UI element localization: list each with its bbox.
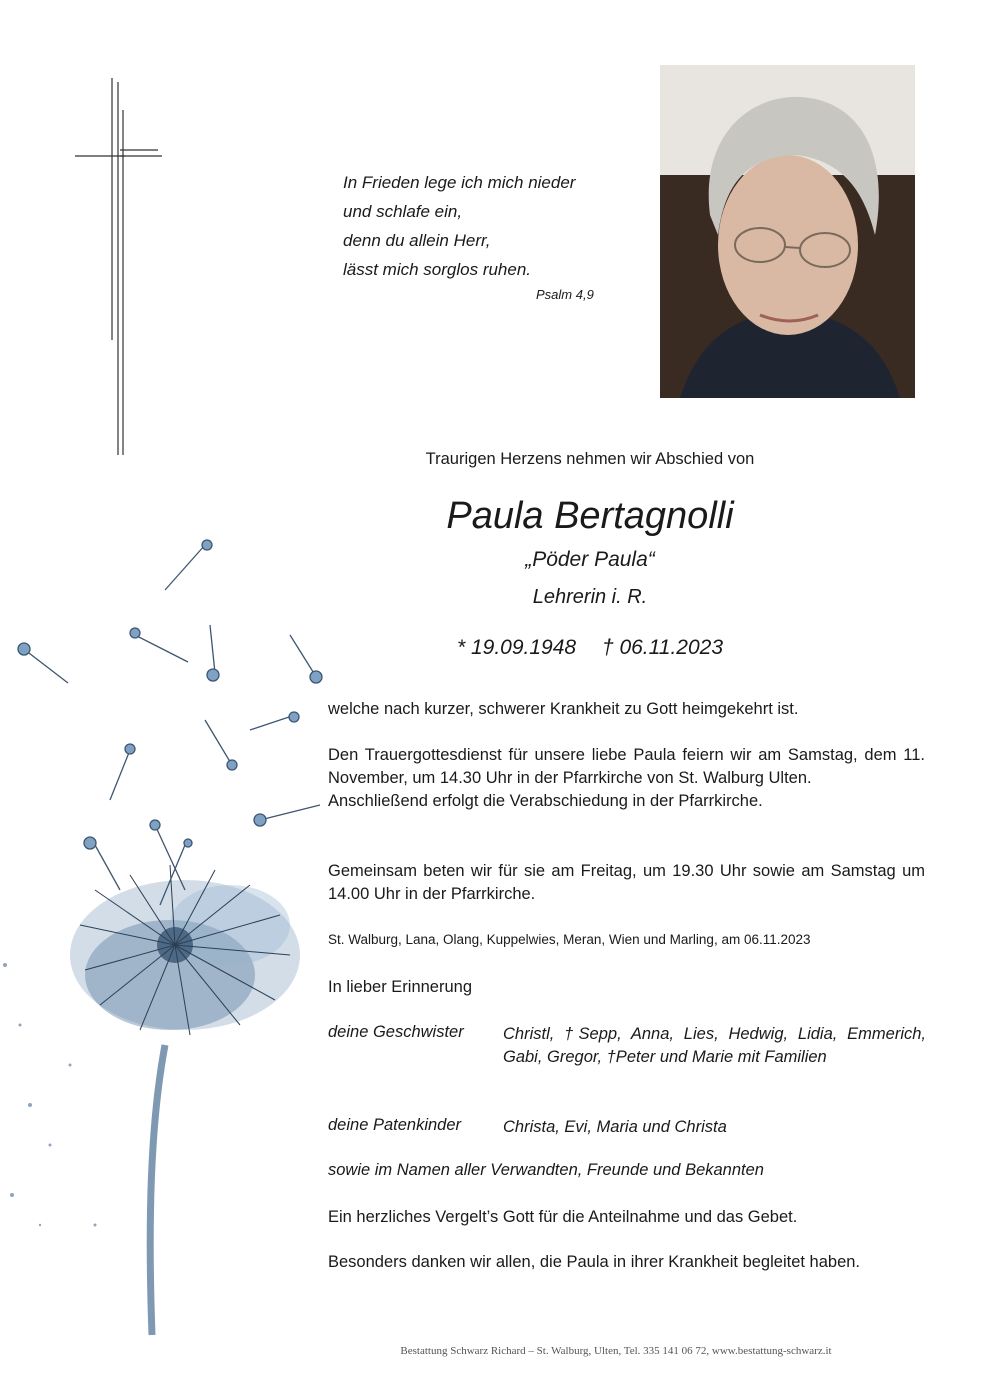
relatives-label-godchildren: deine Patenkinder [328, 1116, 462, 1134]
funeral-service-main: Den Trauergottesdienst für unsere liebe Paula feiern wir am Samstag, dem 11. November, um 14.30 Uhr in der Pfarrkirche von St. Walburg Ulten. [328, 746, 925, 787]
thanks-text: Ein herzliches Vergelt’s Gott für die Anteilnahme und das Gebet. [328, 1208, 798, 1226]
cross-icon [70, 70, 170, 460]
on-behalf-text: sowie im Namen aller Verwandten, Freunde und Bekannten [328, 1161, 764, 1179]
funeral-home-footer: Bestattung Schwarz Richard – St. Walburg, Ulten, Tel. 335 141 06 72, www.bestattung-schwarz.it [400, 1345, 832, 1357]
life-dates [330, 636, 850, 660]
prayer-text: Gemeinsam beten wir für sie am Freitag, um 19.30 Uhr sowie am Samstag um 14.00 Uhr in der Pfarrkirche. [328, 862, 925, 903]
place-date: St. Walburg, Lana, Olang, Kuppelwies, Meran, Wien und Marling, am 06.11.2023 [328, 932, 811, 947]
passing-text: welche nach kurzer, schwerer Krankheit zu Gott heimgekehrt ist. [328, 700, 799, 718]
deceased-name: Paula Bertagnolli [446, 495, 734, 537]
quote-reference: Psalm 4,9 [536, 287, 594, 302]
farewell-text: Anschließend erfolgt die Verabschiedung in der Pfarrkirche. [328, 792, 763, 810]
death-date: † 06.11.2023 [601, 636, 723, 659]
portrait-photo [660, 65, 915, 398]
birth-date: * 19.09.1948 [456, 636, 577, 659]
thanks-text-special: Besonders danken wir allen, die Paula in ihrer Krankheit begleitet haben. [328, 1253, 861, 1271]
quote-line: lässt mich sorglos ruhen. [343, 260, 532, 279]
memory-heading: In lieber Erinnerung [328, 978, 473, 996]
relatives-label-siblings: deine Geschwister [328, 1023, 464, 1041]
deceased-nickname: „Pöder Paula“ [525, 548, 655, 571]
relatives-names-siblings: Christl, †Sepp, Anna, Lies, Hedwig, Lidia, Emmerich, Gabi, Gregor, †Peter und Marie mit Familien [503, 1025, 926, 1066]
dandelion-illustration [0, 505, 330, 1345]
quote-line: In Frieden lege ich mich nieder [343, 173, 576, 192]
quote-line: denn du allein Herr, [343, 231, 491, 250]
intro-text: Traurigen Herzens nehmen wir Abschied von [425, 450, 755, 468]
bible-quote [343, 168, 643, 284]
quote-line: und schlafe ein, [343, 202, 463, 221]
deceased-title: Lehrerin i. R. [532, 586, 648, 608]
funeral-service-text [328, 744, 925, 813]
relatives-names-godchildren: Christa, Evi, Maria und Christa [503, 1118, 727, 1136]
